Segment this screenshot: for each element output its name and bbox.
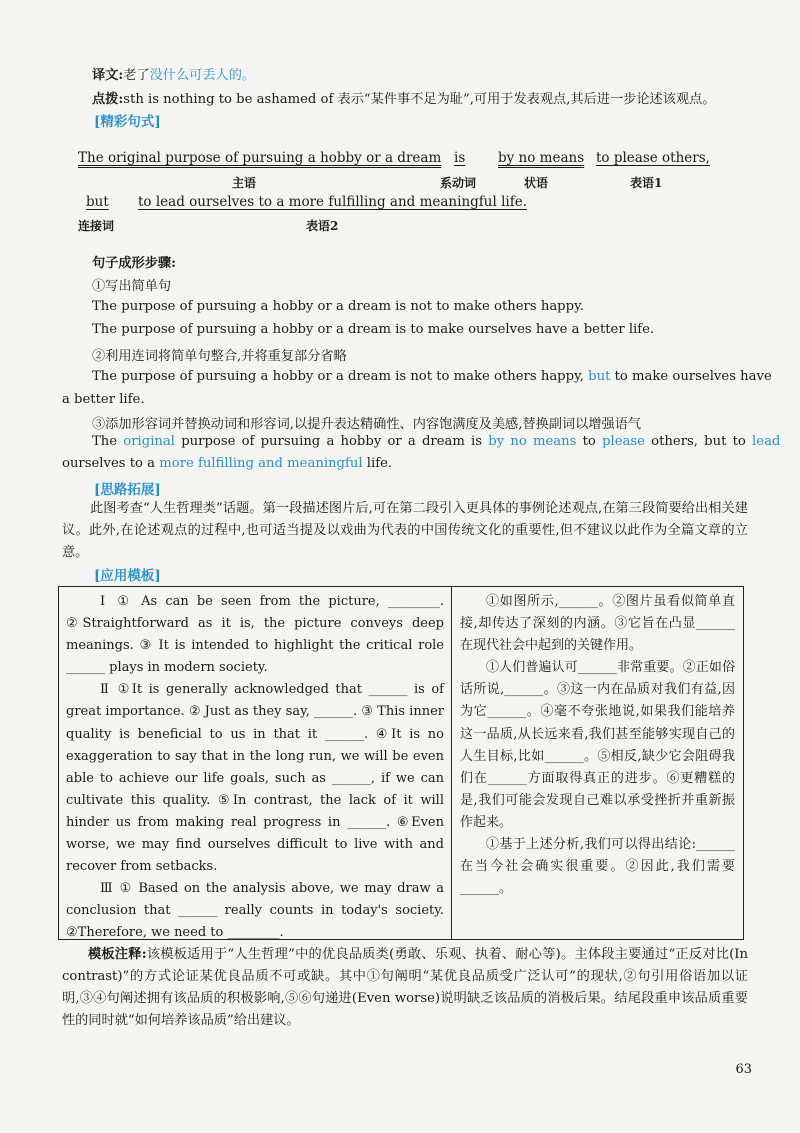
step-3-more: more fulfilling and meaningful — [159, 456, 363, 471]
template-cn-paragraph-3: ①基于上述分析,我们可以得出结论:______在当今社会确实很重要。②因此,我们需要______。 — [460, 837, 735, 897]
step-3-sentence — [92, 434, 780, 449]
step-1-sentence-b: The purpose of pursuing a hobby or a dream is to make ourselves have a better life. — [92, 322, 655, 337]
table-divider — [451, 587, 452, 939]
analysis-predicative2-role: 表语2 — [306, 219, 339, 233]
step-3-p1: The — [92, 434, 118, 449]
template-en-paragraph-3: Ⅲ ① Based on the analysis above, we may draw a conclusion that ______ really counts in today's society. ②Therefore, we need to ________. — [66, 881, 444, 941]
translation-line — [92, 64, 255, 83]
tip-label: 点拨: — [92, 92, 124, 107]
analysis-conj-role: 连接词 — [78, 219, 115, 233]
step-3-lead: lead — [752, 434, 781, 449]
analysis-conj: but — [86, 194, 109, 210]
step-3-original: original — [123, 434, 175, 449]
template-cn-paragraph-2: ①人们普遍认可______非常重要。②正如俗话所说,______。③这一内在品质对我们有益,因为它______。④毫不夸张地说,如果我们能培养这一品质,从长远来看,我们甚至能够实现自己的人生目标,比如______。⑤相反,缺少它会阻碍我们在______方面取得真正的进步。⑥更糟糕的是,我们可能会发现自己难以承受挫折并重新振作起来。 — [460, 660, 735, 830]
analysis-subject: The original purpose of pursuing a hobby or a dream — [78, 150, 442, 166]
step-1-title: ①写出简单句 — [92, 279, 172, 294]
template-english-column — [66, 591, 444, 945]
step-3-sentence-cont — [62, 456, 392, 471]
step-3-please: please — [602, 434, 645, 449]
step-2-part2: to make ourselves have — [614, 369, 772, 384]
page-number: 63 — [735, 1062, 752, 1077]
template-table — [58, 586, 744, 940]
template-note-label: 模板注释: — [88, 947, 147, 962]
section-featured-sentence: [精彩句式] — [94, 114, 161, 130]
analysis-predicative1: to please others, — [596, 150, 710, 166]
analysis-predicative1-role: 表语1 — [630, 176, 663, 190]
section-expand: [思路拓展] — [94, 482, 161, 498]
step-3-p3: to — [582, 434, 596, 449]
step-3-title: ③添加形容词并替换动词和形容词,以提升表达精确性、内容饱满度及美感,替换副词以增强语气 — [92, 417, 642, 432]
analysis-adverbial-role: 状语 — [524, 176, 549, 190]
step-2-title: ②利用连词将简单句整合,并将重复部分省略 — [92, 349, 347, 364]
template-cn-paragraph-1: ①如图所示,______。②图片虽看似简单直接,却传达了深刻的内涵。③它旨在凸显______在现代社会中起到的关键作用。 — [460, 594, 735, 654]
template-note — [62, 944, 748, 1032]
step-3-p6: life. — [366, 456, 393, 471]
step-2-but: but — [588, 369, 611, 384]
step-3-p5: ourselves to a — [62, 456, 156, 471]
step-2-sentence-cont: a better life. — [62, 392, 145, 407]
template-en-paragraph-2: Ⅱ ①It is generally acknowledged that ______ is of great importance. ② Just as they say, ______. ③ This inner quality is beneficial to us in that it ______. ④It is no exaggeration to say that in the long run, we will be even able to achieve our life goals, such as ______, if we can cultivate this quality. ⑤In contrast, the lack of it will hinder us from making real progress in ______. ⑥Even worse, we may find ourselves difficult to live with and recover from setbacks. — [66, 682, 444, 875]
translation-text: 老了 — [123, 68, 150, 83]
tip-text: sth is nothing to be ashamed of 表示“某件事不足为耻”,可用于发表观点,其后进一步论述该观点。 — [123, 92, 716, 107]
step-3-p4: others, but to — [651, 434, 746, 449]
expand-paragraph: 此图考查“人生哲理类”话题。第一段描述图片后,可在第二段引入更具体的事例论述观点,在第三段简要给出相关建议。此外,在论述观点的过程中,也可适当提及以戏曲为代表的中国传统文化的重要性,但不建议以此作为全篇文章的立意。 — [62, 501, 748, 560]
template-en-paragraph-1: Ⅰ ① As can be seen from the picture, ________. ②Straightforward as it is, the picture conveys deep meanings. ③ It is intended to highlight the critical role ______ plays in modern society. — [66, 594, 445, 676]
step-1-sentence-a: The purpose of pursuing a hobby or a dream is not to make others happy. — [92, 299, 584, 314]
analysis-predicative2: to lead ourselves to a more fulfilling and meaningful life. — [138, 194, 527, 210]
analysis-subject-role: 主语 — [232, 176, 257, 190]
tip-line — [92, 88, 716, 107]
step-3-by-no-means: by no means — [488, 434, 577, 449]
analysis-adverbial: by no means — [498, 150, 585, 166]
section-template: [应用模板] — [94, 568, 161, 584]
template-note-text: 该模板适用于“人生哲理”中的优良品质类(勇敢、乐观、执着、耐心等)。主体段主要通过“正反对比(In contrast)”的方式论证某优良品质不可或缺。其中①句阐明“某优良品质受广泛认可”的现状,②句引用俗语加以证明,③④句阐述拥有该品质的积极影响,⑤⑥句递进(Even worse)说明缺乏该品质的消极后果。结尾段重申该品质重要性的同时就“如何培养该品质”给出建议。 — [62, 947, 749, 1028]
steps-title: 句子成形步骤: — [92, 256, 176, 271]
analysis-verb: is — [454, 150, 466, 166]
step-3-p2: purpose of pursuing a hobby or a dream is — [181, 434, 483, 449]
step-2-part1: The purpose of pursuing a hobby or a dream is not to make others happy, — [92, 369, 584, 384]
template-chinese-column — [460, 591, 735, 900]
translation-label: 译文: — [92, 68, 124, 83]
analysis-verb-role: 系动词 — [440, 176, 477, 190]
step-2-sentence — [92, 369, 772, 384]
translation-highlight: 没什么可丢人的。 — [149, 68, 256, 83]
